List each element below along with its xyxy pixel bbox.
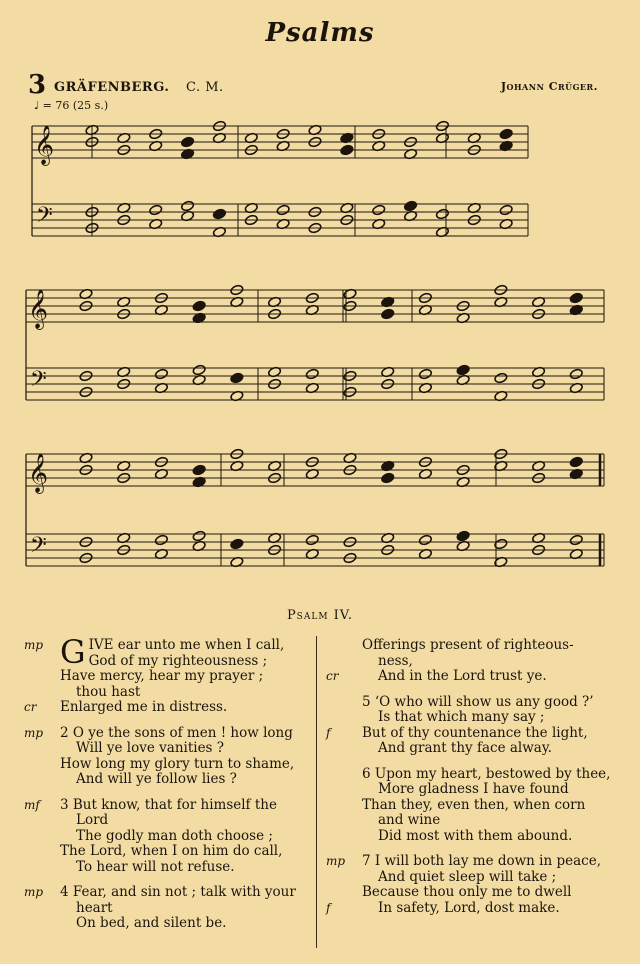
verse-line-text: [24, 700, 310, 716]
hymn-number: 3: [28, 70, 47, 100]
line-text: And in the Lord trust ye.: [378, 668, 547, 684]
column-divider: [316, 636, 317, 948]
line-text: God of my righteousness ;: [88, 652, 268, 669]
line-text: The godly man doth choose ;: [76, 827, 273, 844]
verse: [24, 726, 310, 788]
composer: Johann Crüger.: [500, 80, 598, 93]
verse-line-text: [326, 798, 616, 814]
note-head: [192, 530, 206, 542]
verse-line: [24, 685, 310, 701]
note-head: [435, 208, 449, 220]
verse-line-text: [326, 767, 616, 783]
text-column-right: [326, 638, 616, 926]
note-head: [154, 534, 168, 546]
verse-line: [326, 798, 616, 814]
note-head: [192, 364, 206, 376]
note-head: [181, 136, 195, 148]
note-head: [305, 534, 319, 546]
treble-clef-icon: 𝄞: [28, 453, 49, 493]
drop-cap: G: [60, 633, 86, 671]
line-text: And grant thy face alway.: [378, 740, 552, 756]
verse-line: [24, 916, 310, 932]
line-text: 2 O ye the sons of men ! how long: [60, 724, 293, 741]
line-text: 7 I will both lay me down in peace,: [362, 853, 601, 869]
verse-line: [326, 782, 616, 798]
line-text: To hear will not refuse.: [76, 858, 235, 875]
verse-line-text: [24, 829, 310, 845]
verse: [326, 638, 616, 685]
bass-clef-icon: 𝄢: [36, 203, 53, 233]
note-head: [305, 368, 319, 380]
line-text: Is that which many say ;: [378, 709, 545, 725]
verse-line: [326, 741, 616, 757]
bass-clef-icon: 𝄢: [30, 367, 47, 397]
verse-line-text: [24, 798, 310, 814]
line-text: Than they, even then, when corn: [362, 796, 586, 813]
verse-line-text: [24, 916, 310, 932]
line-text: 5 ‘O who will show us any good ?’: [362, 693, 594, 710]
verse-line: [326, 710, 616, 726]
line-text: Offerings present of righteous-: [362, 637, 574, 653]
verse-line: [326, 767, 616, 783]
dynamic-marking: mp: [24, 885, 44, 899]
verse-line-text: [24, 741, 310, 757]
verse-line: [326, 726, 616, 742]
line-text: And will ye follow lies ?: [76, 771, 237, 787]
note-head: [418, 368, 432, 380]
verse-line: [326, 829, 616, 845]
verse-line: [24, 726, 310, 742]
line-text: On bed, and silent be.: [76, 915, 227, 931]
line-text: Will ye love vanities ?: [76, 740, 225, 756]
line-text: and wine: [378, 812, 441, 828]
verse-line: [326, 695, 616, 711]
note-head: [276, 204, 290, 216]
line-text: Lord: [76, 812, 109, 828]
note-head: [381, 472, 395, 484]
verse: [326, 767, 616, 845]
note-head: [381, 308, 395, 320]
verse-line-text: [326, 870, 616, 886]
line-text: Did most with them abound.: [378, 827, 573, 844]
note-head: [499, 204, 513, 216]
note-head: [372, 204, 386, 216]
line-text: How long my glory turn to shame,: [60, 755, 295, 772]
tune-name: GRÄFENBERG.: [54, 80, 170, 95]
verse-line: [24, 741, 310, 757]
line-text: Because thou only me to dwell: [362, 884, 572, 900]
verse-line: [326, 654, 616, 670]
line-text: heart: [76, 899, 113, 916]
verse-line-text: [24, 844, 310, 860]
verse-line-text: [24, 654, 310, 670]
verse-line-text: [24, 669, 310, 685]
line-text: But of thy countenance the light,: [362, 724, 588, 741]
verse-line-text: [24, 685, 310, 701]
verse-line-text: [326, 782, 616, 798]
dynamic-marking: f: [326, 725, 331, 740]
verse-line-text: [24, 860, 310, 876]
verse-line-text: [326, 885, 616, 901]
line-text: thou hast: [76, 683, 141, 700]
verse: [326, 854, 616, 916]
dynamic-marking: mp: [326, 854, 346, 868]
meter: C. M.: [186, 80, 224, 95]
verse-line: [326, 854, 616, 870]
note-head: [494, 372, 508, 384]
note-head: [192, 464, 206, 476]
dynamic-marking: mf: [24, 797, 40, 812]
note-head: [154, 368, 168, 380]
note-head: [212, 208, 226, 220]
verse-line: [326, 885, 616, 901]
verse-line-text: [24, 757, 310, 773]
verse-line: [326, 813, 616, 829]
line-text: IVE ear unto me when I call,: [88, 637, 285, 653]
line-text: 6 Upon my heart, bestowed by thee,: [362, 765, 611, 782]
bass-clef-icon: 𝄢: [30, 533, 47, 563]
verse-line-text: [24, 772, 310, 788]
verse-line-text: [24, 726, 310, 742]
verse: [24, 885, 310, 932]
note-head: [456, 364, 470, 376]
treble-clef-icon: 𝄞: [28, 289, 49, 329]
verse-line-text: [326, 726, 616, 742]
verse-line-text: [326, 829, 616, 845]
verse-line-text: [24, 813, 310, 829]
verse-line: [24, 829, 310, 845]
dynamic-marking: mp: [24, 725, 44, 740]
verse-line-text: [24, 901, 310, 917]
verse-line: [326, 901, 616, 917]
line-text: Have mercy, hear my prayer ;: [60, 668, 264, 684]
line-text: In safety, Lord, dost make.: [378, 899, 560, 916]
psalm-heading: Psalm IV.: [286, 608, 354, 623]
verse-line: [24, 772, 310, 788]
verse-line: [24, 654, 310, 670]
verse-line-text: [24, 885, 310, 901]
verse-line-text: [326, 654, 616, 670]
verse: [326, 695, 616, 757]
dynamic-marking: f: [326, 900, 331, 915]
note-head: [192, 300, 206, 312]
verse-line: [326, 870, 616, 886]
line-text: And quiet sleep will take ;: [378, 868, 557, 885]
verse-line: [24, 901, 310, 917]
verse-line: [24, 885, 310, 901]
note-head: [418, 534, 432, 546]
note-head: [569, 292, 583, 304]
note-head: [404, 200, 418, 212]
verse-line-text: [326, 901, 616, 917]
note-head: [149, 204, 163, 216]
note-head: [340, 144, 354, 156]
note-head: [569, 534, 583, 546]
verse-line-text: [326, 710, 616, 726]
treble-clef-icon: 𝄞: [34, 125, 55, 165]
verse-line: [24, 813, 310, 829]
line-text: The Lord, when I on him do call,: [60, 843, 283, 859]
verse-line: [24, 669, 310, 685]
line-text: More gladness I have found: [378, 781, 569, 797]
verse: [24, 633, 310, 716]
text-column-left: [24, 633, 310, 942]
note-head: [181, 200, 195, 212]
verse-line: [24, 700, 310, 716]
verse-line: [326, 638, 616, 654]
note-head: [230, 372, 244, 384]
page-title: Psalms: [265, 18, 375, 48]
note-head: [456, 530, 470, 542]
verse-line-text: [326, 669, 616, 685]
verse-line-text: [326, 638, 616, 654]
dynamic-marking: cr: [326, 669, 339, 683]
verse-line: [24, 798, 310, 814]
note-head: [569, 368, 583, 380]
verse-line: [24, 860, 310, 876]
line-text: Enlarged me in distress.: [60, 699, 228, 715]
verse-line-text: [326, 695, 616, 711]
dynamic-marking: cr: [24, 700, 37, 714]
line-text: 3 But know, that for himself the: [60, 796, 277, 813]
verse-line-text: [326, 741, 616, 757]
line-text: ness,: [378, 652, 413, 669]
verse-line: [24, 844, 310, 860]
verse-line: [326, 669, 616, 685]
note-head: [569, 456, 583, 468]
verse-line-text: [326, 854, 616, 870]
verse-line: [24, 757, 310, 773]
verse: [24, 798, 310, 876]
verse-line-text: [326, 813, 616, 829]
dynamic-marking: mp: [24, 638, 44, 652]
tempo-marking: ♩ = 76 (25 s.): [34, 99, 109, 112]
note-head: [230, 538, 244, 550]
line-text: 4 Fear, and sin not ; talk with your: [60, 884, 296, 900]
note-head: [499, 128, 513, 140]
